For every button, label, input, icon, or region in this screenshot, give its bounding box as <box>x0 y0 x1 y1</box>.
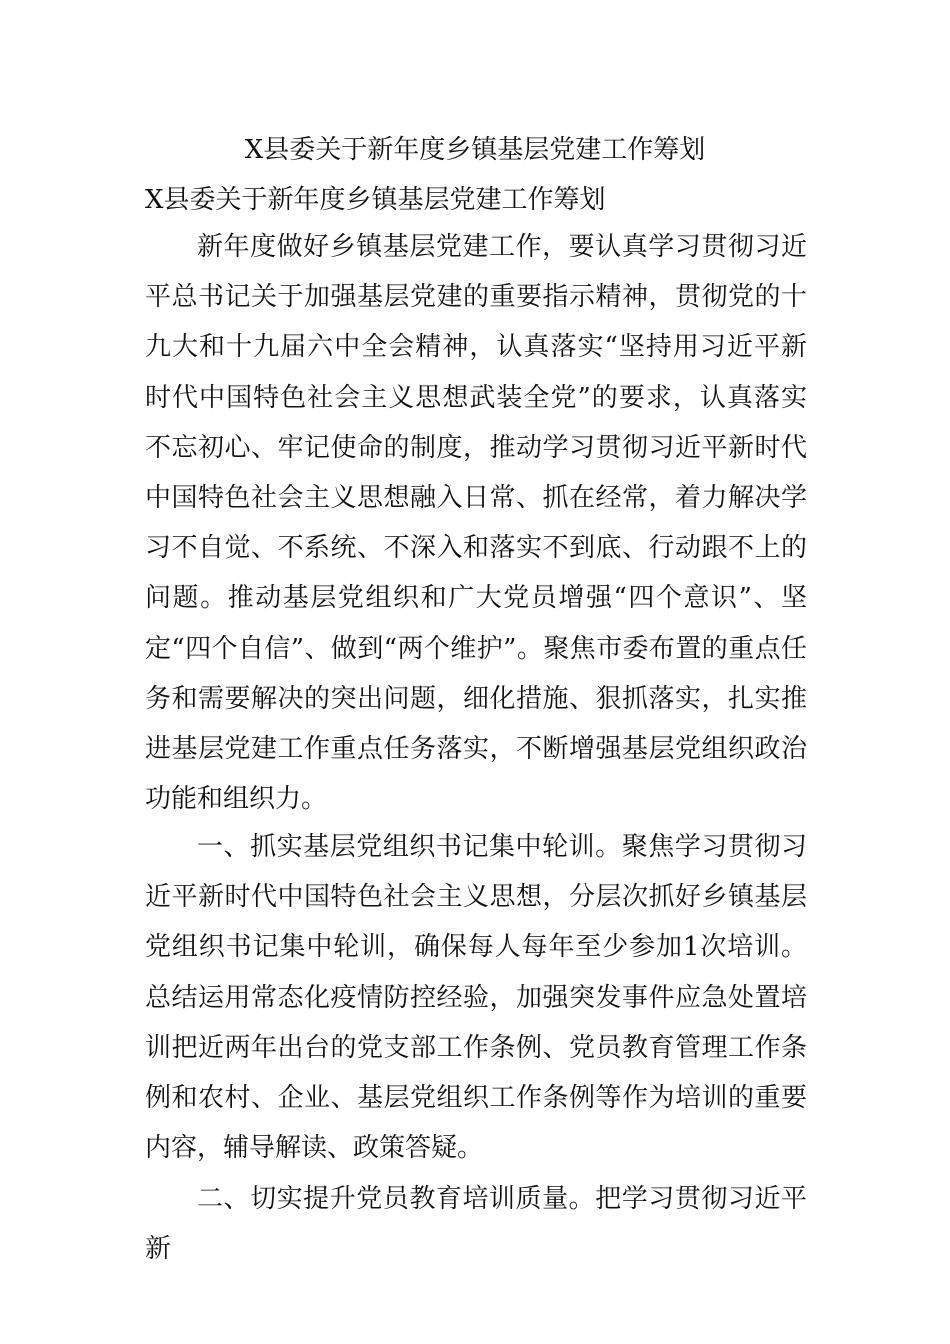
document-subtitle: X县委关于新年度乡镇基层党建工作筹划 <box>145 185 606 215</box>
paragraph-intro: 新年度做好乡镇基层党建工作，要认真学习贯彻习近平总书记关于加强基层党建的重要指示精神，贯彻党的十九大和十九届六中全会精神，认真落实“坚持用习近平新时代中国特色社会主义思想武装全党”的要求，认真落实不忘初心、牢记使命的制度，推动学习贯彻习近平新时代中国特色社会主义思想融入日常、抓在经常，着力解决学习不自觉、不系统、不深入和落实不到底、行动跟不上的问题。推动基层党组织和广大党员增强“四个意识”、坚定“四个自信”、做到“两个维护”。聚焦市委布置的重点任务和需要解决的突出问题，细化措施、狠抓落实，扎实推进基层党建工作重点任务落实，不断增强基层党组织政治功能和组织力。 <box>145 232 807 815</box>
paragraph-section-two: 二、切实提升党员教育培训质量。把学习贯彻习近平新 <box>145 1184 807 1265</box>
paragraph-section-one: 一、抓实基层党组织书记集中轮训。聚焦学习贯彻习近平新时代中国特色社会主义思想，分层次抓好乡镇基层党组织书记集中轮训，确保每人每年至少参加1次培训。总结运用常态化疫情防控经验，加强突发事件应急处置培训把近两年出台的党支部工作条例、党员教育管理工作条例和农村、企业、基层党组织工作条例等作为培训的重要内容，辅导解读、政策答疑。 <box>145 832 807 1164</box>
document-title: X县委关于新年度乡镇基层党建工作筹划 <box>244 135 706 165</box>
